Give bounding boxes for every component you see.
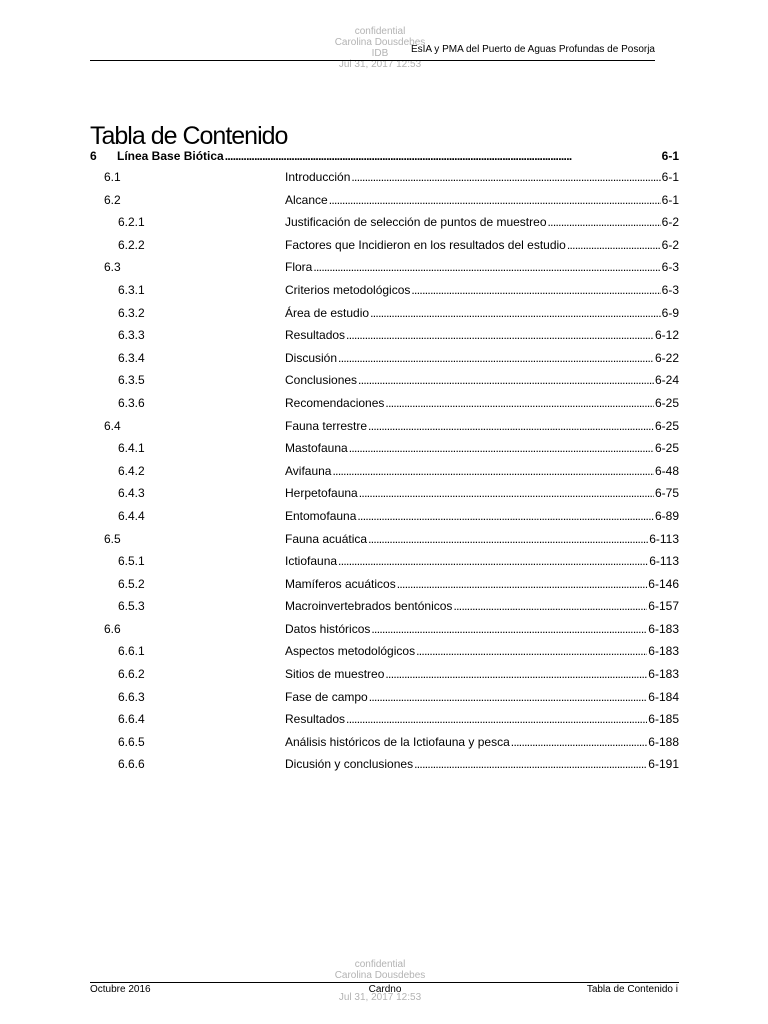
toc-dot-leader [338, 554, 648, 568]
toc-entry[interactable] [90, 757, 679, 780]
toc-dot-leader [414, 757, 647, 771]
toc-entry-page: 6-12 [654, 328, 679, 343]
toc-entry[interactable] [90, 260, 679, 283]
watermark-line: IDB [371, 48, 389, 59]
toc-entry[interactable] [90, 577, 679, 600]
toc-entry-page: 6-48 [654, 463, 679, 478]
toc-entry-number: 6.3.4 [118, 350, 145, 365]
toc-entry-number: 6.5.2 [118, 576, 145, 591]
toc-dot-leader [368, 419, 654, 433]
toc-entry-body [285, 238, 679, 252]
toc-entry-title: Ictiofauna [285, 554, 338, 569]
toc-entry-page: 6-185 [648, 712, 679, 727]
header-title: EsIA y PMA del Puerto de Aguas Profundas de Posorja [410, 44, 655, 55]
toc-entry[interactable] [90, 644, 679, 667]
toc-dot-leader [385, 396, 654, 410]
toc-dot-leader [511, 735, 648, 749]
toc-entry-page: 6-2 [661, 215, 679, 230]
watermark-line: Carolina Dousdebes [334, 37, 426, 48]
toc-entry[interactable] [90, 599, 679, 622]
footer-company: Cardno [368, 984, 402, 995]
footer-date: Octubre 2016 [90, 984, 151, 995]
toc-entry[interactable] [90, 373, 679, 396]
toc-entry-page: 6-75 [654, 486, 679, 501]
toc-dot-leader [369, 690, 648, 704]
toc-entry[interactable] [90, 351, 679, 374]
toc-entry-title: Análisis históricos de la Ictiofauna y pesca [285, 734, 510, 749]
toc-entry-title: Área de estudio [285, 305, 370, 320]
toc-entry[interactable] [90, 170, 679, 193]
toc-entry-body [285, 215, 679, 229]
toc-entry-number: 6.6.5 [118, 734, 145, 749]
toc-entry[interactable] [90, 306, 679, 329]
toc-dot-leader [416, 644, 647, 658]
toc-entry[interactable] [90, 690, 679, 713]
toc-entry[interactable] [90, 486, 679, 509]
toc-entry-page: 6-24 [654, 373, 679, 388]
toc-entry-title: Resultados [285, 328, 346, 343]
toc-entry-title: Criterios metodológicos [285, 282, 411, 297]
page-title: Tabla de Contenido [90, 122, 288, 150]
toc-entry-body [285, 170, 679, 184]
toc-entry-number: 6.6.4 [118, 712, 145, 727]
toc-entry-title: Aspectos metodológicos [285, 644, 416, 659]
toc-entry-number: 6.3.5 [118, 373, 145, 388]
toc-entry-body [285, 757, 679, 771]
toc-entry-number: 6.3.6 [118, 395, 145, 410]
toc-entry-title: Introducción [285, 170, 351, 184]
toc-entry-title: Flora [285, 260, 313, 275]
toc-entry[interactable] [90, 532, 679, 555]
toc-entry-number: 6.3 [104, 260, 121, 275]
toc-entry-page: 6-183 [648, 621, 679, 636]
toc-entry-title: Factores que Incidieron en los resultados del estudio [285, 237, 566, 252]
toc-entry-body [285, 735, 679, 749]
toc-entry-body [285, 328, 679, 342]
watermark-line: confidential [354, 959, 406, 970]
toc-entry-title: Macroinvertebrados bentónicos [285, 599, 453, 614]
toc-entry-number: 6.3.3 [118, 328, 145, 343]
toc-entry-page: 6-113 [649, 531, 679, 546]
toc-entry-body [285, 373, 679, 387]
toc-entry-number: 6.5.3 [118, 599, 145, 614]
toc-entry-body [285, 712, 679, 726]
toc-entry-title: Herpetofauna [285, 486, 358, 501]
toc-entry-title: Resultados [285, 712, 346, 727]
toc-entry-page: 6-3 [661, 282, 679, 297]
toc-dot-leader [351, 170, 660, 184]
toc-entry-number: 6.1 [104, 170, 121, 184]
toc-entry-number: 6.6.3 [118, 689, 145, 704]
toc-entry-title: Fauna terrestre [285, 418, 368, 433]
toc-entry-body [117, 149, 679, 163]
toc-dot-leader [346, 328, 654, 342]
toc-dot-leader [346, 712, 647, 726]
toc-entry-number: 6.6.6 [118, 757, 145, 772]
toc-entry-page: 6-2 [661, 237, 679, 252]
toc-entry-page: 6-1 [661, 170, 679, 184]
toc-entry[interactable] [90, 193, 679, 216]
toc-entry[interactable] [90, 396, 679, 419]
toc-entry[interactable] [90, 622, 679, 645]
toc-dot-leader [370, 306, 661, 320]
toc-entry-number: 6.2.1 [118, 215, 145, 230]
toc-entry-title: Dicusión y conclusiones [285, 757, 414, 772]
toc-entry-number: 6 [90, 149, 97, 163]
toc-entry-body [285, 599, 679, 613]
toc-entry-body [285, 577, 679, 591]
toc-entry[interactable] [90, 735, 679, 758]
toc-entry-page: 6-1 [661, 149, 679, 163]
toc-dot-leader [548, 215, 661, 229]
toc-entry-title: Mastofauna [285, 441, 348, 456]
toc-entry-body [285, 667, 679, 681]
toc-entry-number: 6.3.1 [118, 282, 145, 297]
toc-entry-number: 6.4.2 [118, 463, 145, 478]
toc-entry-body [285, 260, 679, 274]
toc-entry-page: 6-113 [649, 554, 679, 569]
toc-entry-body [285, 419, 679, 433]
toc-entry-body [285, 193, 679, 207]
toc-entry-number: 6.2 [104, 192, 121, 207]
toc-dot-leader [329, 193, 661, 207]
toc-entry-page: 6-191 [648, 757, 679, 772]
toc-entry-page: 6-3 [661, 260, 679, 275]
toc-entry-title: Mamíferos acuáticos [285, 576, 396, 591]
toc-entry[interactable] [90, 238, 679, 261]
toc-entry-page: 6-25 [654, 441, 679, 456]
toc-entry-body [285, 532, 679, 546]
toc-dot-leader [453, 599, 647, 613]
watermark-line: Carolina Dousdebes [334, 970, 426, 981]
watermark-line: Jul 31, 2017 12:53 [338, 59, 422, 70]
toc-entry-number: 6.3.2 [118, 305, 145, 320]
toc-dot-leader [358, 373, 654, 387]
toc-entry-title: Conclusiones [285, 373, 358, 388]
toc-entry-number: 6.4 [104, 418, 121, 433]
footer-page-label: Tabla de Contenido i [586, 984, 678, 995]
toc-entry-number: 6.5 [104, 531, 121, 546]
toc-entry-body [285, 441, 679, 455]
toc-dot-leader [371, 622, 647, 636]
toc-entry-page: 6-25 [654, 395, 679, 410]
toc-entry-body [285, 486, 679, 500]
toc-entry-title: Alcance [285, 192, 328, 207]
toc-entry-number: 6.6.2 [118, 667, 145, 682]
toc-entry-title: Justificación de selección de puntos de muestreo [285, 215, 547, 230]
toc-entry-title: Entomofauna [285, 508, 357, 523]
toc-entry[interactable] [90, 215, 679, 238]
toc-entry-title: Línea Base Biótica [117, 149, 224, 163]
footer-divider [90, 982, 679, 983]
toc-dot-leader [368, 532, 648, 546]
watermark-line: confidential [354, 26, 406, 37]
toc-entry-number: 6.6 [104, 621, 121, 636]
toc-dot-leader [359, 486, 654, 500]
toc-entry-page: 6-188 [648, 734, 679, 749]
toc-entry-number: 6.5.1 [118, 554, 145, 569]
toc-dot-leader [349, 441, 654, 455]
toc-entry-body [285, 396, 679, 410]
watermark-line: Jul 31, 2017 12:53 [338, 992, 422, 1003]
toc-entry-body [285, 622, 679, 636]
toc-entry-number: 6.4.1 [118, 441, 145, 456]
toc-entry-page: 6-89 [654, 508, 679, 523]
toc-dot-leader [397, 577, 648, 591]
toc-entry[interactable] [90, 328, 679, 351]
toc-entry-number: 6.6.1 [118, 644, 145, 659]
toc-entry-page: 6-183 [648, 667, 679, 682]
table-of-contents [90, 149, 679, 780]
toc-entry-number: 6.4.4 [118, 508, 145, 523]
toc-entry-body [285, 306, 679, 320]
toc-entry[interactable] [90, 419, 679, 442]
toc-entry-page: 6-9 [661, 305, 679, 320]
toc-entry-page: 6-183 [648, 644, 679, 659]
toc-entry[interactable] [90, 283, 679, 306]
toc-entry-body [285, 351, 679, 365]
toc-entry-title: Recomendaciones [285, 395, 385, 410]
toc-dot-leader [567, 238, 661, 252]
toc-dot-leader [313, 260, 660, 274]
toc-entry[interactable] [90, 149, 679, 170]
toc-entry-body [285, 283, 679, 297]
toc-entry-body [285, 644, 679, 658]
toc-dot-leader [332, 464, 653, 478]
toc-dot-leader [338, 351, 654, 365]
watermark-bottom [300, 959, 460, 1003]
toc-entry-title: Discusión [285, 350, 338, 365]
toc-dot-leader [411, 283, 660, 297]
toc-entry-title: Sitios de muestreo [285, 667, 385, 682]
toc-entry-number: 6.4.3 [118, 486, 145, 501]
toc-entry[interactable] [90, 441, 679, 464]
toc-entry-body [285, 554, 679, 568]
toc-entry-number: 6.2.2 [118, 237, 145, 252]
header-divider [90, 60, 655, 61]
toc-entry-title: Avifauna [285, 463, 332, 478]
toc-dot-leader [225, 149, 661, 163]
toc-entry-page: 6-157 [648, 599, 679, 614]
toc-entry[interactable] [90, 509, 679, 532]
toc-entry-body [285, 509, 679, 523]
toc-entry-page: 6-184 [648, 689, 679, 704]
toc-entry-page: 6-146 [648, 576, 679, 591]
toc-entry-title: Datos históricos [285, 621, 371, 636]
toc-entry[interactable] [90, 667, 679, 690]
toc-entry-body [285, 690, 679, 704]
toc-entry-page: 6-22 [654, 350, 679, 365]
toc-entry[interactable] [90, 712, 679, 735]
toc-entry-page: 6-25 [654, 418, 679, 433]
toc-dot-leader [357, 509, 654, 523]
toc-entry-title: Fauna acuática [285, 531, 368, 546]
toc-entry[interactable] [90, 554, 679, 577]
toc-entry-body [285, 464, 679, 478]
toc-dot-leader [385, 667, 647, 681]
toc-entry-page: 6-1 [661, 192, 679, 207]
toc-entry[interactable] [90, 464, 679, 487]
toc-entry-title: Fase de campo [285, 689, 368, 704]
